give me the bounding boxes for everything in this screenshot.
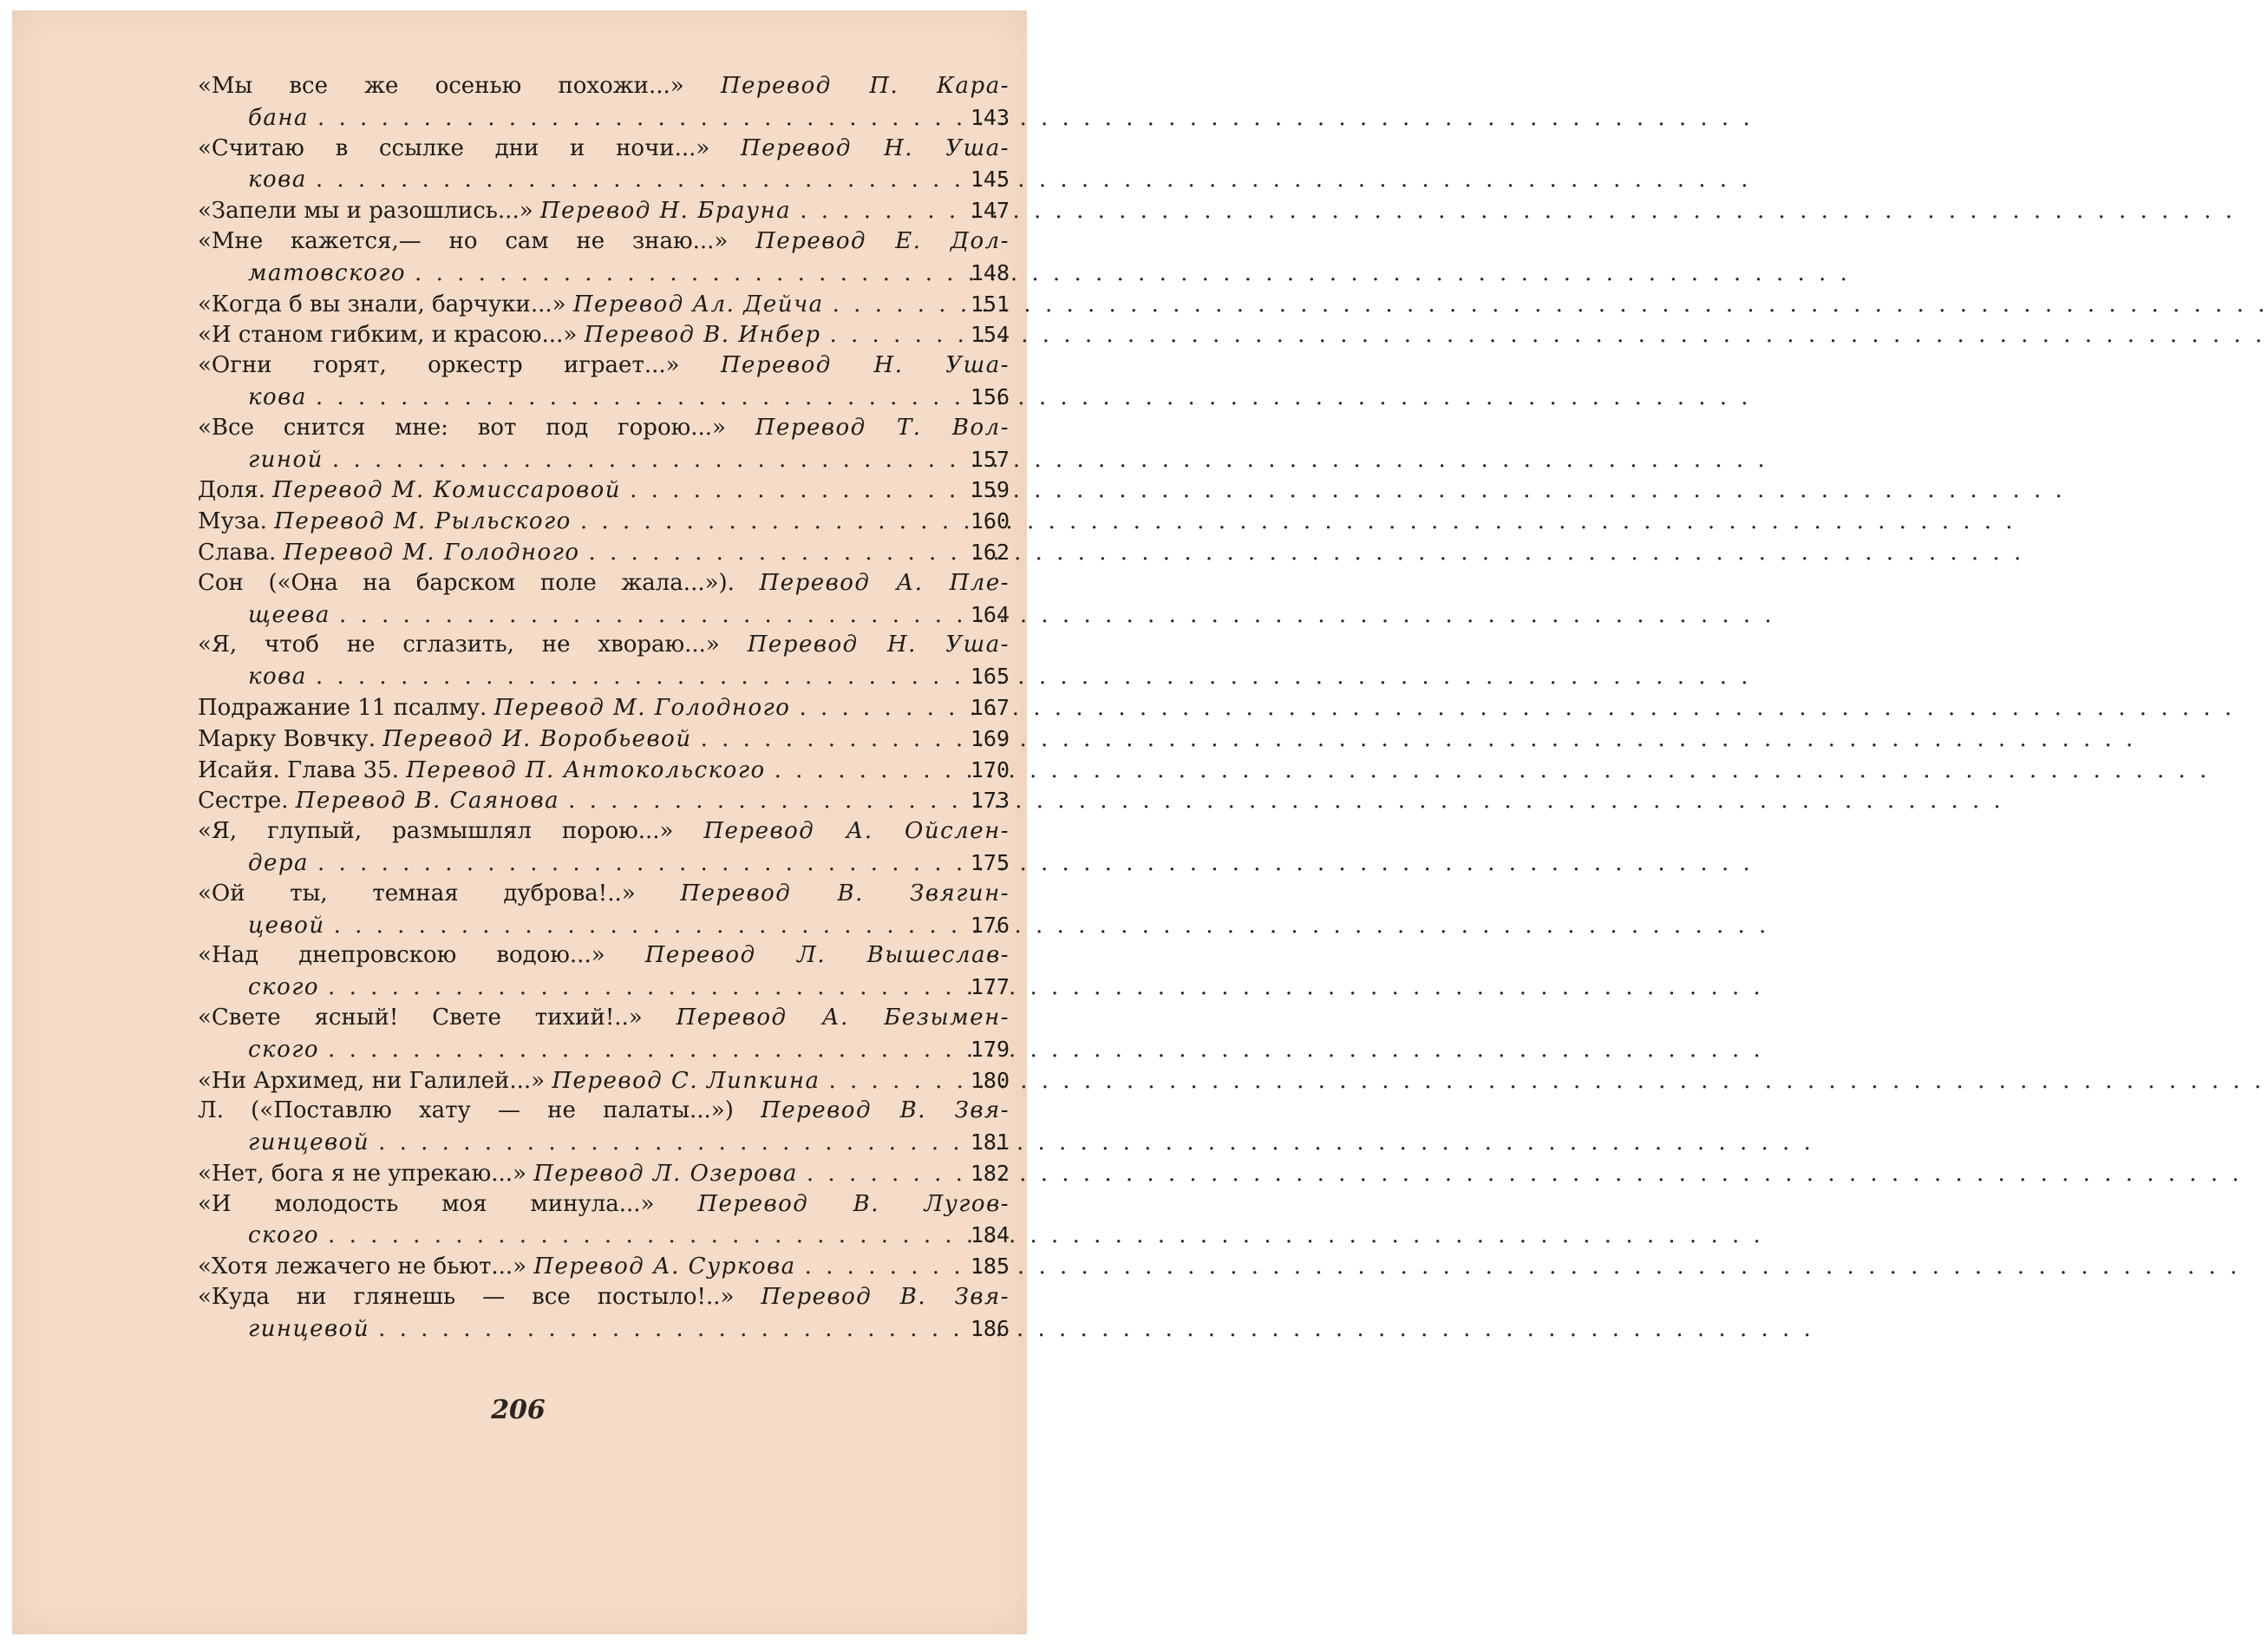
dot-leader (332, 445, 954, 476)
dot-leader (775, 756, 954, 787)
toc-entry-line (198, 506, 1010, 537)
entry-translator-continued: цевой (248, 912, 325, 939)
entry-title: «Огни горят, оркестр играет...» (198, 352, 680, 379)
entry-translator: Перевод В. Звя- (761, 1284, 1010, 1311)
toc-entry (198, 195, 1010, 226)
entry-page-number: 148 (970, 259, 1010, 285)
toc-entry-line-text (198, 538, 580, 569)
entry-title: «Я, глупый, размышлял порою...» (198, 818, 674, 845)
entry-page-number: 147 (970, 198, 1010, 224)
entry-translator: Перевод Л. Озерова (533, 1160, 798, 1187)
entry-page-number: 164 (970, 601, 1010, 627)
toc-entry-line (198, 1282, 1010, 1313)
toc-entry-line (198, 413, 1010, 444)
dot-leader (807, 1159, 954, 1190)
entry-translator-continued: гиной (248, 446, 324, 473)
toc-entry (198, 1003, 1010, 1065)
entry-translator: Перевод Н. Уша- (747, 632, 1010, 658)
toc-entry-line (198, 537, 1010, 568)
entry-translator: Перевод А. Пле- (759, 569, 1010, 596)
entry-title: «И станом гибким, и красою...» (198, 322, 578, 349)
toc-entry (198, 940, 1010, 1003)
entry-title: Муза. (198, 508, 267, 535)
toc-entry-line (198, 444, 1010, 475)
entry-page-number: 167 (970, 694, 1010, 720)
entry-title: «Ой ты, темная дуброва!..» (198, 880, 636, 907)
table-of-contents (198, 71, 1010, 1345)
toc-entry-line (198, 879, 1010, 910)
toc-entry (198, 1096, 1010, 1158)
toc-entry-line (198, 289, 1010, 320)
toc-entry-line (198, 1127, 1010, 1158)
entry-title: Доля. (198, 477, 265, 504)
toc-entry-line-text (198, 1066, 820, 1097)
dot-leader (630, 475, 954, 507)
entry-translator: Перевод М. Комиссаровой (272, 477, 622, 504)
toc-entry-line (198, 630, 1010, 661)
dot-leader (378, 1314, 954, 1345)
entry-translator: Перевод И. Воробьевой (382, 725, 692, 752)
entry-translator: Перевод М. Рыльского (274, 508, 572, 535)
toc-entry (198, 879, 1010, 941)
entry-page-number: 143 (970, 104, 1010, 130)
toc-entry-line-text (198, 1282, 1010, 1313)
entry-page-number: 182 (970, 1160, 1010, 1186)
toc-entry-line (198, 785, 1010, 816)
toc-entry-line (198, 1313, 1010, 1345)
toc-entry-line (198, 940, 1010, 972)
entry-translator: Перевод Т. Вол- (755, 414, 1010, 441)
toc-entry (198, 1065, 1010, 1096)
toc-entry-line-text (198, 290, 824, 321)
toc-entry-line (198, 692, 1010, 723)
toc-entry-line (198, 350, 1010, 382)
toc-entry-line (198, 1158, 1010, 1189)
dot-leader (828, 1066, 954, 1097)
toc-entry-line-text (198, 71, 1010, 102)
entry-page-number: 151 (970, 291, 1010, 317)
dot-leader (339, 600, 954, 632)
toc-entry-line-text (198, 568, 1010, 599)
entry-title: «Все снится мне: вот под горою...» (198, 414, 726, 441)
entry-translator: Перевод Л. Вышеслав- (644, 942, 1010, 969)
toc-entry-line-text (198, 1159, 798, 1190)
toc-entry-line (198, 1096, 1010, 1127)
entry-title: «И молодость моя минула...» (198, 1190, 655, 1217)
dot-leader (589, 538, 955, 569)
dot-leader (316, 165, 954, 196)
dot-leader (378, 1128, 954, 1159)
entry-translator-continued: бана (248, 104, 309, 131)
toc-entry-line (198, 723, 1010, 755)
entry-page-number: 185 (970, 1254, 1010, 1280)
dot-leader (334, 911, 954, 942)
entry-title: «Куда ни глянешь — все постыло!..» (198, 1284, 735, 1311)
toc-entry (198, 568, 1010, 631)
toc-entry (198, 226, 1010, 289)
entry-page-number: 165 (970, 664, 1010, 690)
entry-title: Подражание 11 псалму. (198, 694, 487, 721)
entry-translator: Перевод В. Саянова (295, 788, 560, 815)
toc-entry-line (198, 1003, 1010, 1034)
toc-entry-line-text (198, 226, 1010, 258)
toc-entry (198, 1251, 1010, 1282)
toc-entry-line-text (198, 816, 1010, 848)
page-number: 206 (491, 1395, 546, 1425)
entry-page-number: 181 (970, 1129, 1010, 1155)
toc-entry-line-text (198, 879, 1010, 910)
toc-entry-line (198, 755, 1010, 786)
toc-entry-line (198, 382, 1010, 413)
entry-page-number: 184 (970, 1222, 1010, 1248)
entry-page-number: 160 (970, 508, 1010, 534)
toc-entry-line (198, 475, 1010, 506)
toc-entry-line (198, 258, 1010, 289)
dot-leader (805, 1252, 954, 1283)
toc-entry (198, 630, 1010, 692)
entry-translator: Перевод П. Кара- (720, 73, 1010, 99)
entry-translator-continued: кова (248, 167, 307, 193)
toc-entry-line (198, 568, 1010, 599)
toc-entry-line-text (198, 134, 1010, 165)
dot-leader (799, 693, 954, 724)
toc-entry (198, 350, 1010, 413)
toc-entry-line-text (198, 940, 1010, 972)
entry-page-number: 170 (970, 756, 1010, 782)
dot-leader (316, 662, 954, 693)
dot-leader (580, 507, 954, 538)
entry-title: «Над днепровскою водою...» (198, 942, 605, 969)
toc-entry (198, 537, 1010, 568)
entry-title: «Свете ясный! Свете тихий!..» (198, 1004, 643, 1031)
dot-leader (316, 383, 954, 414)
dot-leader (829, 320, 954, 351)
toc-entry (198, 755, 1010, 786)
entry-title: Слава. (198, 539, 277, 566)
toc-entry-line-text (198, 507, 572, 538)
toc-entry-line (198, 226, 1010, 258)
entry-page-number: 175 (970, 849, 1010, 875)
entry-title: «Хотя лежачего не бьют...» (198, 1254, 527, 1280)
entry-translator-continued: ского (248, 974, 320, 1001)
dot-leader (328, 1035, 954, 1066)
toc-entry (198, 785, 1010, 816)
toc-entry (198, 692, 1010, 723)
toc-entry (198, 134, 1010, 196)
toc-entry-line (198, 1034, 1010, 1065)
dot-leader (701, 724, 954, 756)
dot-leader (833, 290, 954, 321)
entry-page-number: 177 (970, 974, 1010, 1000)
entry-page-number: 154 (970, 322, 1010, 348)
entry-translator-continued: ского (248, 1222, 320, 1249)
entry-title: Исайя. Глава 35. (198, 756, 399, 783)
toc-entry (198, 289, 1010, 320)
entry-translator: Перевод А. Ойслен- (703, 818, 1010, 845)
entry-title: «Я, чтоб не сглазить, не хвораю...» (198, 632, 720, 658)
entry-translator-continued: щеева (248, 601, 330, 628)
toc-entry-line (198, 972, 1010, 1003)
toc-entry-line-text (198, 320, 820, 351)
toc-entry-line-text (198, 350, 1010, 382)
dot-leader (328, 1221, 954, 1252)
toc-entry-line-text (198, 1003, 1010, 1034)
toc-entry-line-text (198, 1252, 796, 1283)
toc-entry-line (198, 661, 1010, 692)
toc-entry-line (198, 1189, 1010, 1221)
entry-translator-continued: кова (248, 383, 307, 410)
entry-title: Марку Вовчку. (198, 725, 376, 752)
entry-translator: Перевод С. Липкина (552, 1067, 820, 1094)
entry-title: «Мы все же осенью похожи...» (198, 73, 684, 99)
entry-translator: Перевод А. Суркова (533, 1254, 796, 1280)
toc-entry-line-text (198, 1189, 1010, 1221)
entry-title: «Когда б вы знали, барчуки...» (198, 291, 566, 317)
entry-page-number: 179 (970, 1036, 1010, 1062)
toc-entry-line (198, 1220, 1010, 1251)
entry-title: «Запели мы и разошлись...» (198, 198, 533, 225)
dot-leader (800, 196, 954, 227)
toc-entry-line-text (198, 786, 559, 817)
entry-page-number: 176 (970, 912, 1010, 938)
toc-entry-line (198, 319, 1010, 350)
toc-entry-line (198, 164, 1010, 195)
entry-translator: Перевод В. Инбер (584, 322, 821, 349)
toc-entry-line-text (198, 693, 790, 724)
entry-title: «Ни Архимед, ни Галилей...» (198, 1067, 546, 1094)
entry-translator: Перевод В. Звя- (761, 1097, 1010, 1124)
entry-translator-continued: ского (248, 1036, 320, 1063)
entry-translator-continued: гинцевой (248, 1129, 370, 1156)
toc-entry-line-text (198, 724, 692, 756)
toc-entry-line (198, 848, 1010, 879)
toc-entry (198, 1282, 1010, 1345)
toc-entry-line-text (198, 475, 621, 507)
toc-entry (198, 71, 1010, 134)
entry-page-number: 145 (970, 167, 1010, 193)
toc-entry (198, 319, 1010, 350)
toc-entry-line (198, 195, 1010, 226)
toc-entry (198, 506, 1010, 537)
toc-entry-line-text (198, 756, 766, 787)
toc-entry (198, 723, 1010, 755)
toc-entry (198, 1189, 1010, 1252)
entry-title: Сестре. (198, 788, 289, 815)
entry-page-number: 180 (970, 1067, 1010, 1093)
toc-entry (198, 475, 1010, 506)
dot-leader (415, 259, 954, 290)
entry-translator: Перевод Н. Уша- (741, 134, 1010, 161)
entry-translator: Перевод М. Голодного (283, 539, 580, 566)
entry-title: «Мне кажется,— но сам не знаю...» (198, 227, 729, 254)
toc-entry-line-text (198, 630, 1010, 661)
entry-translator: Перевод М. Голодного (493, 694, 791, 721)
entry-page-number: 157 (970, 446, 1010, 472)
toc-entry-line (198, 1065, 1010, 1096)
entry-translator: Перевод Ал. Дейча (572, 291, 824, 317)
entry-title: «Нет, бога я не упрекаю...» (198, 1160, 526, 1187)
entry-translator: Перевод А. Безымен- (676, 1004, 1010, 1031)
dot-leader (568, 786, 954, 817)
entry-page-number: 156 (970, 383, 1010, 409)
entry-translator: Перевод П. Антокольского (406, 756, 766, 783)
entry-page-number: 159 (970, 477, 1010, 503)
entry-page-number: 162 (970, 539, 1010, 565)
entry-translator: Перевод Н. Уша- (720, 352, 1010, 379)
dot-leader (317, 103, 954, 134)
entry-translator: Перевод Н. Брауна (539, 198, 792, 225)
toc-entry-line (198, 816, 1010, 848)
toc-entry (198, 1158, 1010, 1189)
entry-translator-continued: гинцевой (248, 1315, 370, 1342)
toc-entry-line (198, 102, 1010, 134)
entry-page-number: 186 (970, 1315, 1010, 1341)
entry-title: Сон («Она на барском поле жала...»). (198, 569, 735, 596)
entry-title: Л. («Поставлю хату — не палаты...») (198, 1097, 734, 1124)
toc-entry-line (198, 71, 1010, 102)
dot-leader (317, 848, 954, 880)
entry-title: «Считаю в ссылке дни и ночи...» (198, 134, 710, 161)
toc-entry-line-text (198, 196, 791, 227)
entry-translator-continued: матовского (248, 259, 407, 286)
dot-leader (328, 972, 954, 1004)
entry-translator-continued: дера (248, 849, 310, 876)
entry-translator-continued: кова (248, 664, 307, 691)
toc-entry (198, 413, 1010, 475)
toc-entry-line (198, 910, 1010, 941)
toc-entry-line (198, 599, 1010, 631)
toc-entry-line-text (198, 1096, 1010, 1127)
entry-page-number: 173 (970, 788, 1010, 814)
entry-page-number: 169 (970, 725, 1010, 751)
toc-entry-line-text (198, 413, 1010, 444)
toc-entry (198, 816, 1010, 879)
entry-translator: Перевод Е. Дол- (755, 227, 1010, 254)
toc-entry-line (198, 134, 1010, 165)
entry-translator: Перевод В. Лугов- (697, 1190, 1010, 1217)
entry-translator: Перевод В. Звягин- (680, 880, 1010, 907)
toc-entry-line (198, 1251, 1010, 1282)
